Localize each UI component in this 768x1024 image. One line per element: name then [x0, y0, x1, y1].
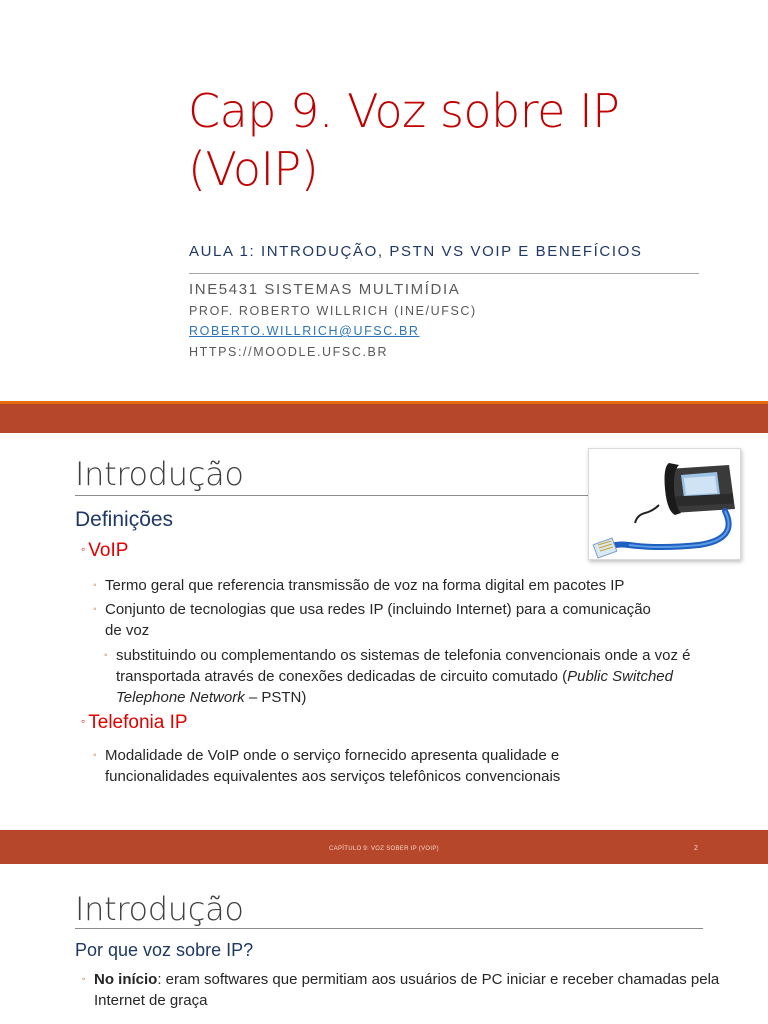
section-heading: Por que voz sobre IP? [75, 940, 254, 960]
website-url: HTTPS://MOODLE.UFSC.BR [189, 345, 389, 359]
bullet-marker-icon: ◦ [93, 604, 97, 615]
list-item [82, 969, 724, 1011]
list-item-text: Termo geral que referencia transmissão de voz na forma digital em pacotes IP [105, 577, 625, 594]
lecture-subtitle: AULA 1: INTRODUÇÃO, PSTN VS VOIP E BENEFÍCIOS [189, 243, 643, 260]
page-number: 2 [694, 845, 698, 852]
slide-footer [0, 830, 768, 866]
sub-item-text: substituindo ou complementando os sistemas de telefonia convencionais onde a voz é transportada através de conexões dedicadas de circuito comutado ( [116, 647, 691, 685]
title-slide [0, 0, 768, 401]
title-underline [75, 928, 703, 929]
section-heading: Definições [75, 508, 174, 531]
separator-accent-line [0, 401, 768, 404]
bullet-marker-icon: ◦ [104, 650, 108, 661]
sub-item-suffix: – PSTN) [244, 689, 307, 706]
list-item-text: : eram softwares que permitiam aos usuários de PC iniciar e receber chamadas pela Internet de graça [94, 971, 720, 1009]
bullet-marker-icon: ◦ [93, 580, 97, 591]
bullet-telefonia [81, 712, 188, 734]
ip-phone-image [588, 448, 741, 560]
bullet-telefonia-label: Telefonia IP [88, 712, 188, 733]
list-item-text: Modalidade de VoIP onde o serviço fornecido apresenta qualidade e funcionalidades equivalentes aos serviços telefônicos convencionais [105, 747, 561, 785]
list-item [93, 745, 665, 787]
slide-title: Introdução [75, 455, 244, 493]
list-item [93, 599, 665, 641]
email-link[interactable]: ROBERTO.WILLRICH@UFSC.BR [189, 324, 420, 338]
sub-list-item [104, 645, 726, 708]
bullet-marker-icon: ◦ [81, 714, 86, 728]
introduction-slide [0, 433, 768, 830]
ip-phone-icon [589, 449, 742, 561]
list-item-bold: No início [94, 971, 158, 988]
slide-title: Introdução [75, 890, 244, 928]
list-item-text: Conjunto de tecnologias que usa redes IP (incluindo Internet) para a comunicação de voz [105, 601, 651, 639]
bullet-marker-icon: ◦ [81, 542, 86, 556]
course-name: INE5431 SISTEMAS MULTIMÍDIA [189, 281, 461, 298]
title-divider [189, 273, 699, 274]
list-item [93, 575, 735, 596]
bullet-marker-icon: ◦ [82, 974, 86, 985]
title-line-1: Cap 9. Voz sobre IP [188, 84, 620, 138]
footer-caption: CAPÍTULO 9: VOZ SOBER IP (VOIP) [329, 846, 439, 852]
sub-item-italic: Public Switched Telephone Network [116, 668, 673, 706]
bullet-voip-label: VoIP [88, 540, 129, 561]
title-underline [75, 495, 595, 496]
bullet-voip [81, 540, 128, 562]
slide-separator-band [0, 401, 768, 433]
title-line-2: (VoIP) [188, 142, 319, 196]
introduction-slide-2 [0, 864, 768, 1024]
bullet-marker-icon: ◦ [93, 750, 97, 761]
professor-name: PROF. ROBERTO WILLRICH (INE/UFSC) [189, 304, 477, 318]
presentation-title [188, 82, 748, 198]
